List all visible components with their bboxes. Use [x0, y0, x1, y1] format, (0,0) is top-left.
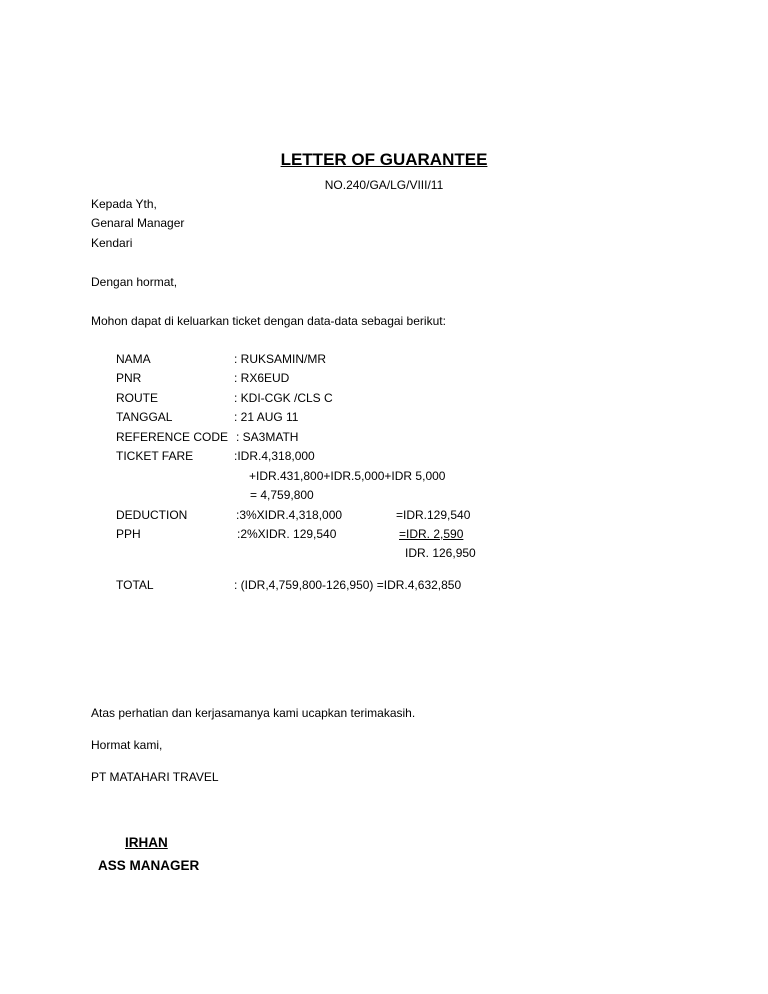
field-value-tanggal: : 21 AUG 11 [234, 410, 299, 424]
field-value-ticket-fare: :IDR.4,318,000 [234, 449, 315, 463]
field-label-pph: PPH [116, 527, 141, 541]
field-label-route: ROUTE [116, 391, 158, 405]
field-label-deduction: DEDUCTION [116, 508, 188, 522]
ticket-fare-additions: +IDR.431,800+IDR.5,000+IDR 5,000 [249, 469, 446, 483]
ticket-fare-sum: = 4,759,800 [250, 488, 314, 502]
salutation: Hormat kami, [91, 738, 163, 752]
field-label-nama: NAMA [116, 352, 151, 366]
reference-number: NO.240/GA/LG/VIII/11 [324, 178, 444, 192]
recipient-line-3: Kendari [91, 236, 133, 250]
field-value-pph: :2%XIDR. 129,540 [237, 527, 337, 541]
greeting: Dengan hormat, [91, 275, 178, 289]
intro-text: Mohon dapat di keluarkan ticket dengan data-data sebagai berikut: [91, 314, 446, 328]
deduction-result: =IDR.129,540 [396, 508, 471, 522]
letter-title: LETTER OF GUARANTEE [280, 150, 488, 169]
signatory-position: ASS MANAGER [98, 858, 200, 873]
field-label-pnr: PNR [116, 371, 142, 385]
field-value-total: : (IDR,4,759,800-126,950) =IDR.4,632,850 [234, 578, 462, 592]
field-label-reference-code: REFERENCE CODE [116, 430, 229, 444]
recipient-line-1: Kepada Yth, [91, 197, 157, 211]
recipient-line-2: Genaral Manager [91, 216, 185, 230]
signatory-name: IRHAN [125, 835, 168, 850]
closing-text: Atas perhatian dan kerjasamanya kami ucapkan terimakasih. [91, 706, 416, 720]
pph-result: =IDR. 2,590 [399, 527, 464, 541]
field-value-pnr: : RX6EUD [234, 371, 290, 385]
pph-net-amount: IDR. 126,950 [405, 546, 476, 560]
field-value-route: : KDI-CGK /CLS C [234, 391, 333, 405]
field-value-deduction: :3%XIDR.4,318,000 [236, 508, 343, 522]
field-label-ticket-fare: TICKET FARE [116, 449, 194, 463]
field-label-total: TOTAL [116, 578, 154, 592]
company-name: PT MATAHARI TRAVEL [91, 770, 219, 784]
field-label-tanggal: TANGGAL [116, 410, 173, 424]
field-value-reference-code: : SA3MATH [236, 430, 299, 444]
field-value-nama: : RUKSAMIN/MR [234, 352, 327, 366]
